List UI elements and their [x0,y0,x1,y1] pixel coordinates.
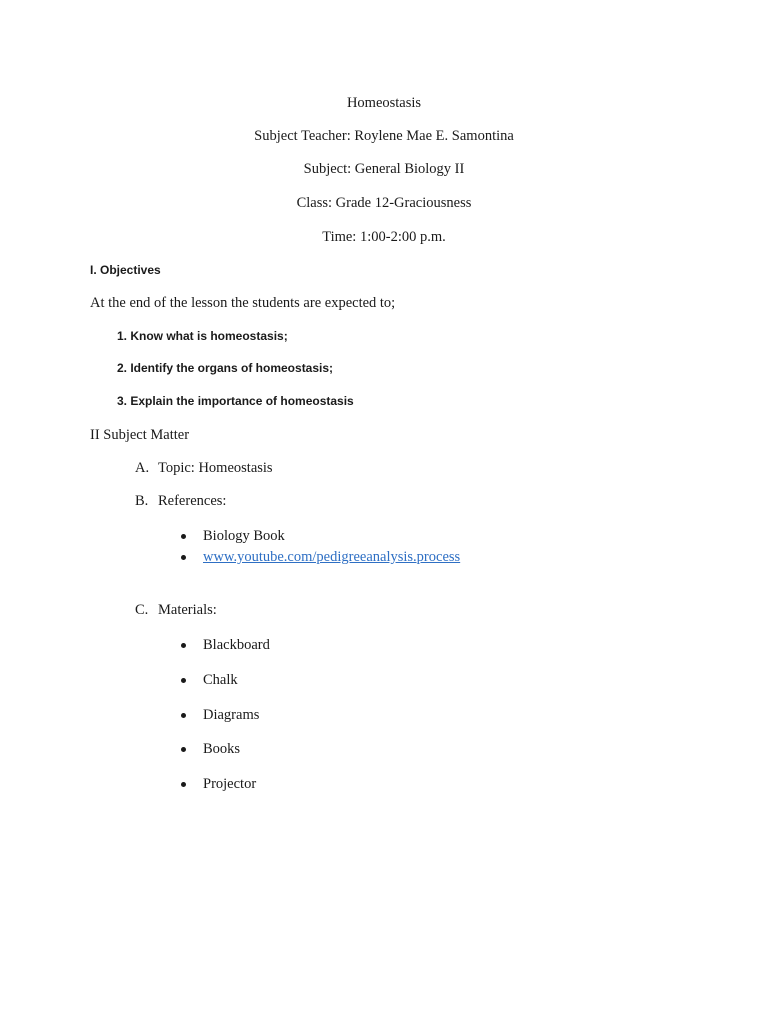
class-line: Class: Grade 12-Graciousness [296,195,472,211]
material-item-diagrams: Diagrams [203,707,260,723]
subject-teacher: Subject Teacher: Roylene Mae E. Samontina [254,128,514,144]
subject-line: Subject: General Biology II [303,161,465,177]
bullet-icon [181,534,186,539]
material-item-blackboard: Blackboard [203,637,270,653]
bullet-icon [181,678,186,683]
document-title: Homeostasis [346,95,422,111]
references-marker: B. [135,493,149,509]
material-item-chalk: Chalk [203,672,238,688]
topic-marker: A. [135,460,150,476]
subject-matter-heading: II Subject Matter [90,427,190,443]
topic-line: Topic: Homeostasis [158,460,273,476]
bullet-icon [181,555,186,560]
materials-label: Materials: [158,602,217,618]
objectives-heading: I. Objectives [90,263,161,277]
materials-marker: C. [135,602,149,618]
material-item-projector: Projector [203,776,257,792]
bullet-icon [181,782,186,787]
time-line: Time: 1:00-2:00 p.m. [322,229,446,245]
objective-item-3: 3. Explain the importance of homeostasis [117,394,354,408]
bullet-icon [181,643,186,648]
objective-item-2: 2. Identify the organs of homeostasis; [117,361,334,375]
bullet-icon [181,747,186,752]
objective-item-1: 1. Know what is homeostasis; [117,329,288,343]
material-item-books: Books [203,741,241,757]
objectives-intro: At the end of the lesson the students are expected to; [90,295,396,311]
references-label: References: [158,493,227,509]
bullet-icon [181,713,186,718]
reference-link-youtube[interactable]: www.youtube.com/pedigreeanalysis.process [203,549,461,565]
reference-item-biology-book: Biology Book [203,528,285,544]
